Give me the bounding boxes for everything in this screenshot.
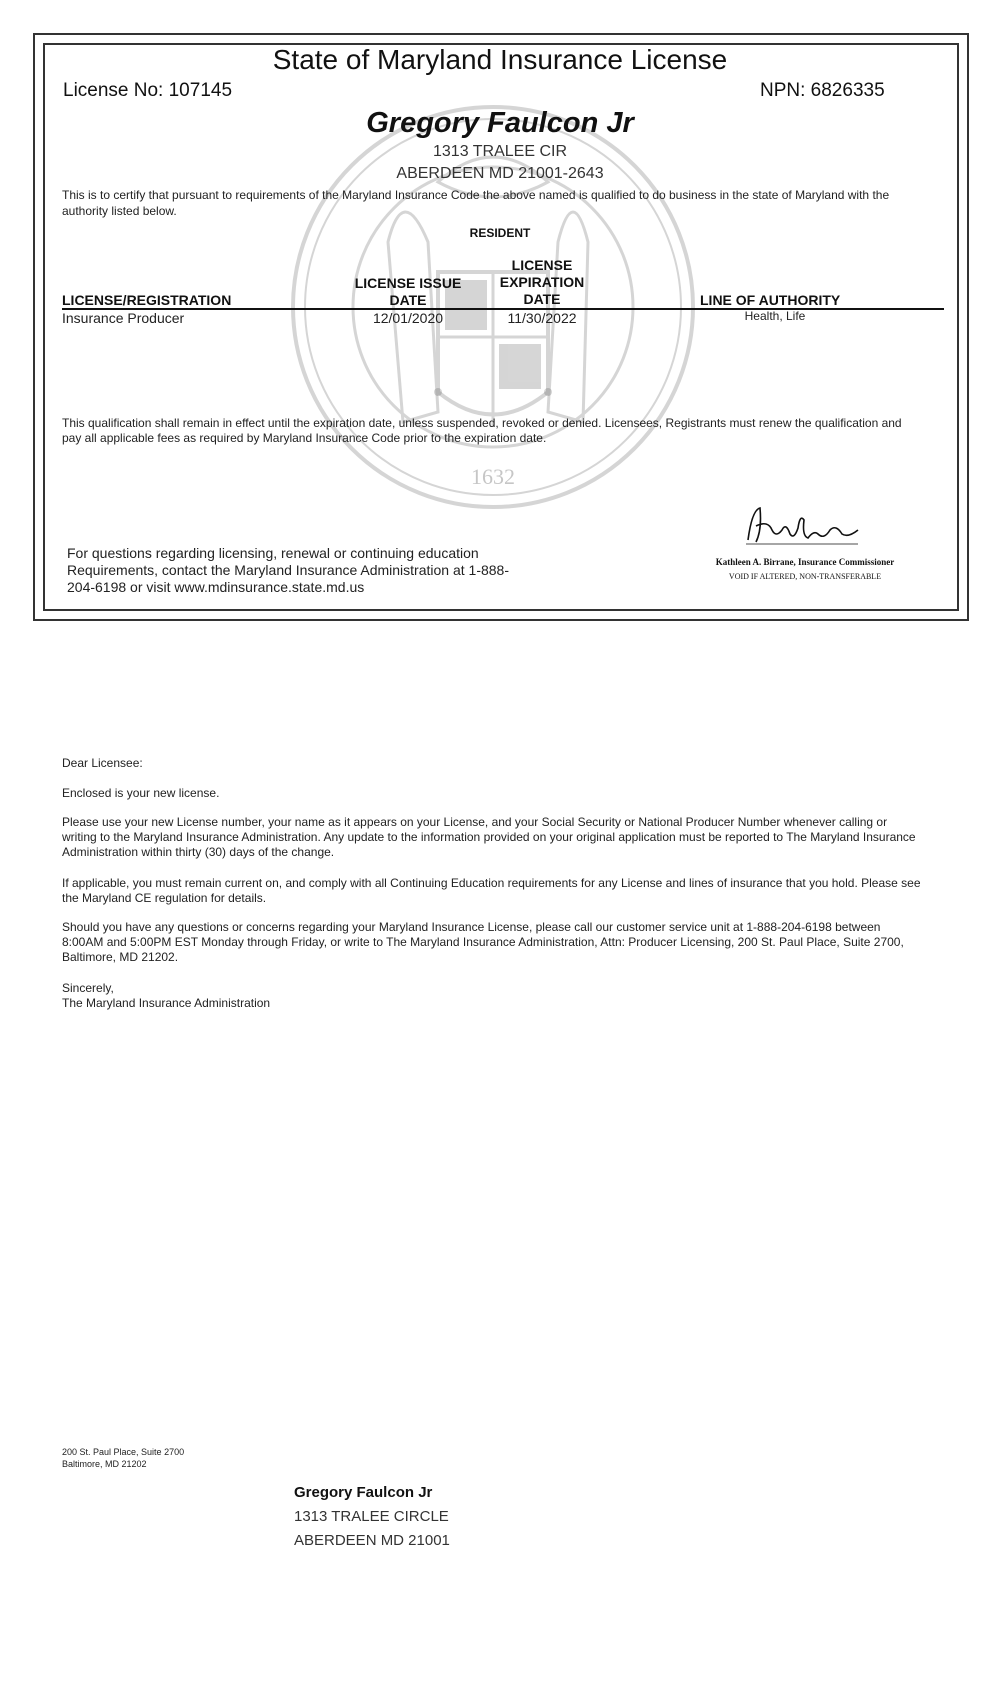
commissioner-name: Kathleen A. Birrane, Insurance Commissioner bbox=[715, 557, 895, 567]
licensee-name: Gregory Faulcon Jr bbox=[366, 107, 634, 139]
cell-line-of-authority: Health, Life bbox=[744, 309, 806, 323]
mailing-name: Gregory Faulcon Jr bbox=[294, 1484, 433, 1501]
commissioner-signature bbox=[742, 500, 862, 548]
npn-number: NPN: 6826335 bbox=[760, 80, 885, 101]
residency-status: RESIDENT bbox=[469, 226, 531, 240]
letter-enclosed: Enclosed is your new license. bbox=[62, 786, 220, 800]
qualification-statement: This qualification shall remain in effect until the expiration date, unless suspended, revoked or denied. Licensees, Registrants must renew the qualification and pay all applicable fees as required by Maryland Insurance Code prior to the expiration date. bbox=[62, 416, 902, 445]
return-address-line1: 200 St. Paul Place, Suite 2700 bbox=[62, 1447, 185, 1457]
letter-signoff: The Maryland Insurance Administration bbox=[62, 996, 271, 1010]
certification-statement: This is to certify that pursuant to requirements of the Maryland Insurance Code the above named is qualified to do business in the state of Maryland with the authority listed below. bbox=[62, 188, 890, 218]
void-notice: VOID IF ALTERED, NON-TRANSFERABLE bbox=[728, 572, 882, 581]
cell-expiration-date: 11/30/2022 bbox=[507, 310, 577, 326]
letter-instructions: Please use your new License number, your name as it appears on your License, and your Social Security or National Producer Number whenever calling or writing to the Maryland Insurance Administration. Any update to the information provided on your original application must be reported to The Maryland Insurance Administration within thirty (30) days of the change. bbox=[62, 815, 916, 859]
mailing-address-line1: 1313 TRALEE CIRCLE bbox=[294, 1508, 449, 1525]
letter-closing-word: Sincerely, bbox=[62, 981, 114, 995]
header-expiration-date: LICENSE EXPIRATION DATE bbox=[499, 257, 585, 307]
cell-license-type: Insurance Producer bbox=[62, 310, 185, 326]
cell-issue-date: 12/01/2020 bbox=[372, 310, 444, 326]
certificate-title: State of Maryland Insurance License bbox=[272, 44, 728, 75]
return-address-line2: Baltimore, MD 21202 bbox=[62, 1459, 147, 1469]
letter-closing bbox=[62, 981, 922, 1011]
header-issue-date: LICENSE ISSUE DATE bbox=[354, 275, 462, 308]
return-address bbox=[62, 1446, 184, 1470]
letter-ce-requirements: If applicable, you must remain current on, and comply with all Continuing Education requirements for any License and lines of insurance that you hold. Please see the Maryland CE regulation for details. bbox=[62, 876, 921, 905]
mailing-address-line2: ABERDEEN MD 21001 bbox=[294, 1532, 450, 1549]
letter-questions: Should you have any questions or concerns regarding your Maryland Insurance License, please call our customer service unit at 1-888-204-6198 between 8:00AM and 5:00PM EST Monday through Friday, or write to The Maryland Insurance Administration, Attn: Producer Licensing, 200 St. Paul Place, Suite 2700, Baltimore, MD 21202. bbox=[62, 920, 904, 964]
seal-year: 1632 bbox=[471, 464, 515, 489]
license-number: License No: 107145 bbox=[63, 80, 233, 101]
contact-info: For questions regarding licensing, renewal or continuing education Requirements, contact the Maryland Insurance Administration at 1-888-204-6198 or visit www.mdinsurance.state.md.us bbox=[67, 545, 510, 595]
header-license-registration: LICENSE/REGISTRATION bbox=[62, 292, 232, 308]
licensee-address-line2: ABERDEEN MD 21001-2643 bbox=[396, 165, 604, 182]
licensee-address-line1: 1313 TRALEE CIR bbox=[433, 143, 567, 160]
header-line-of-authority: LINE OF AUTHORITY bbox=[700, 292, 841, 308]
letter-salutation: Dear Licensee: bbox=[62, 756, 143, 770]
